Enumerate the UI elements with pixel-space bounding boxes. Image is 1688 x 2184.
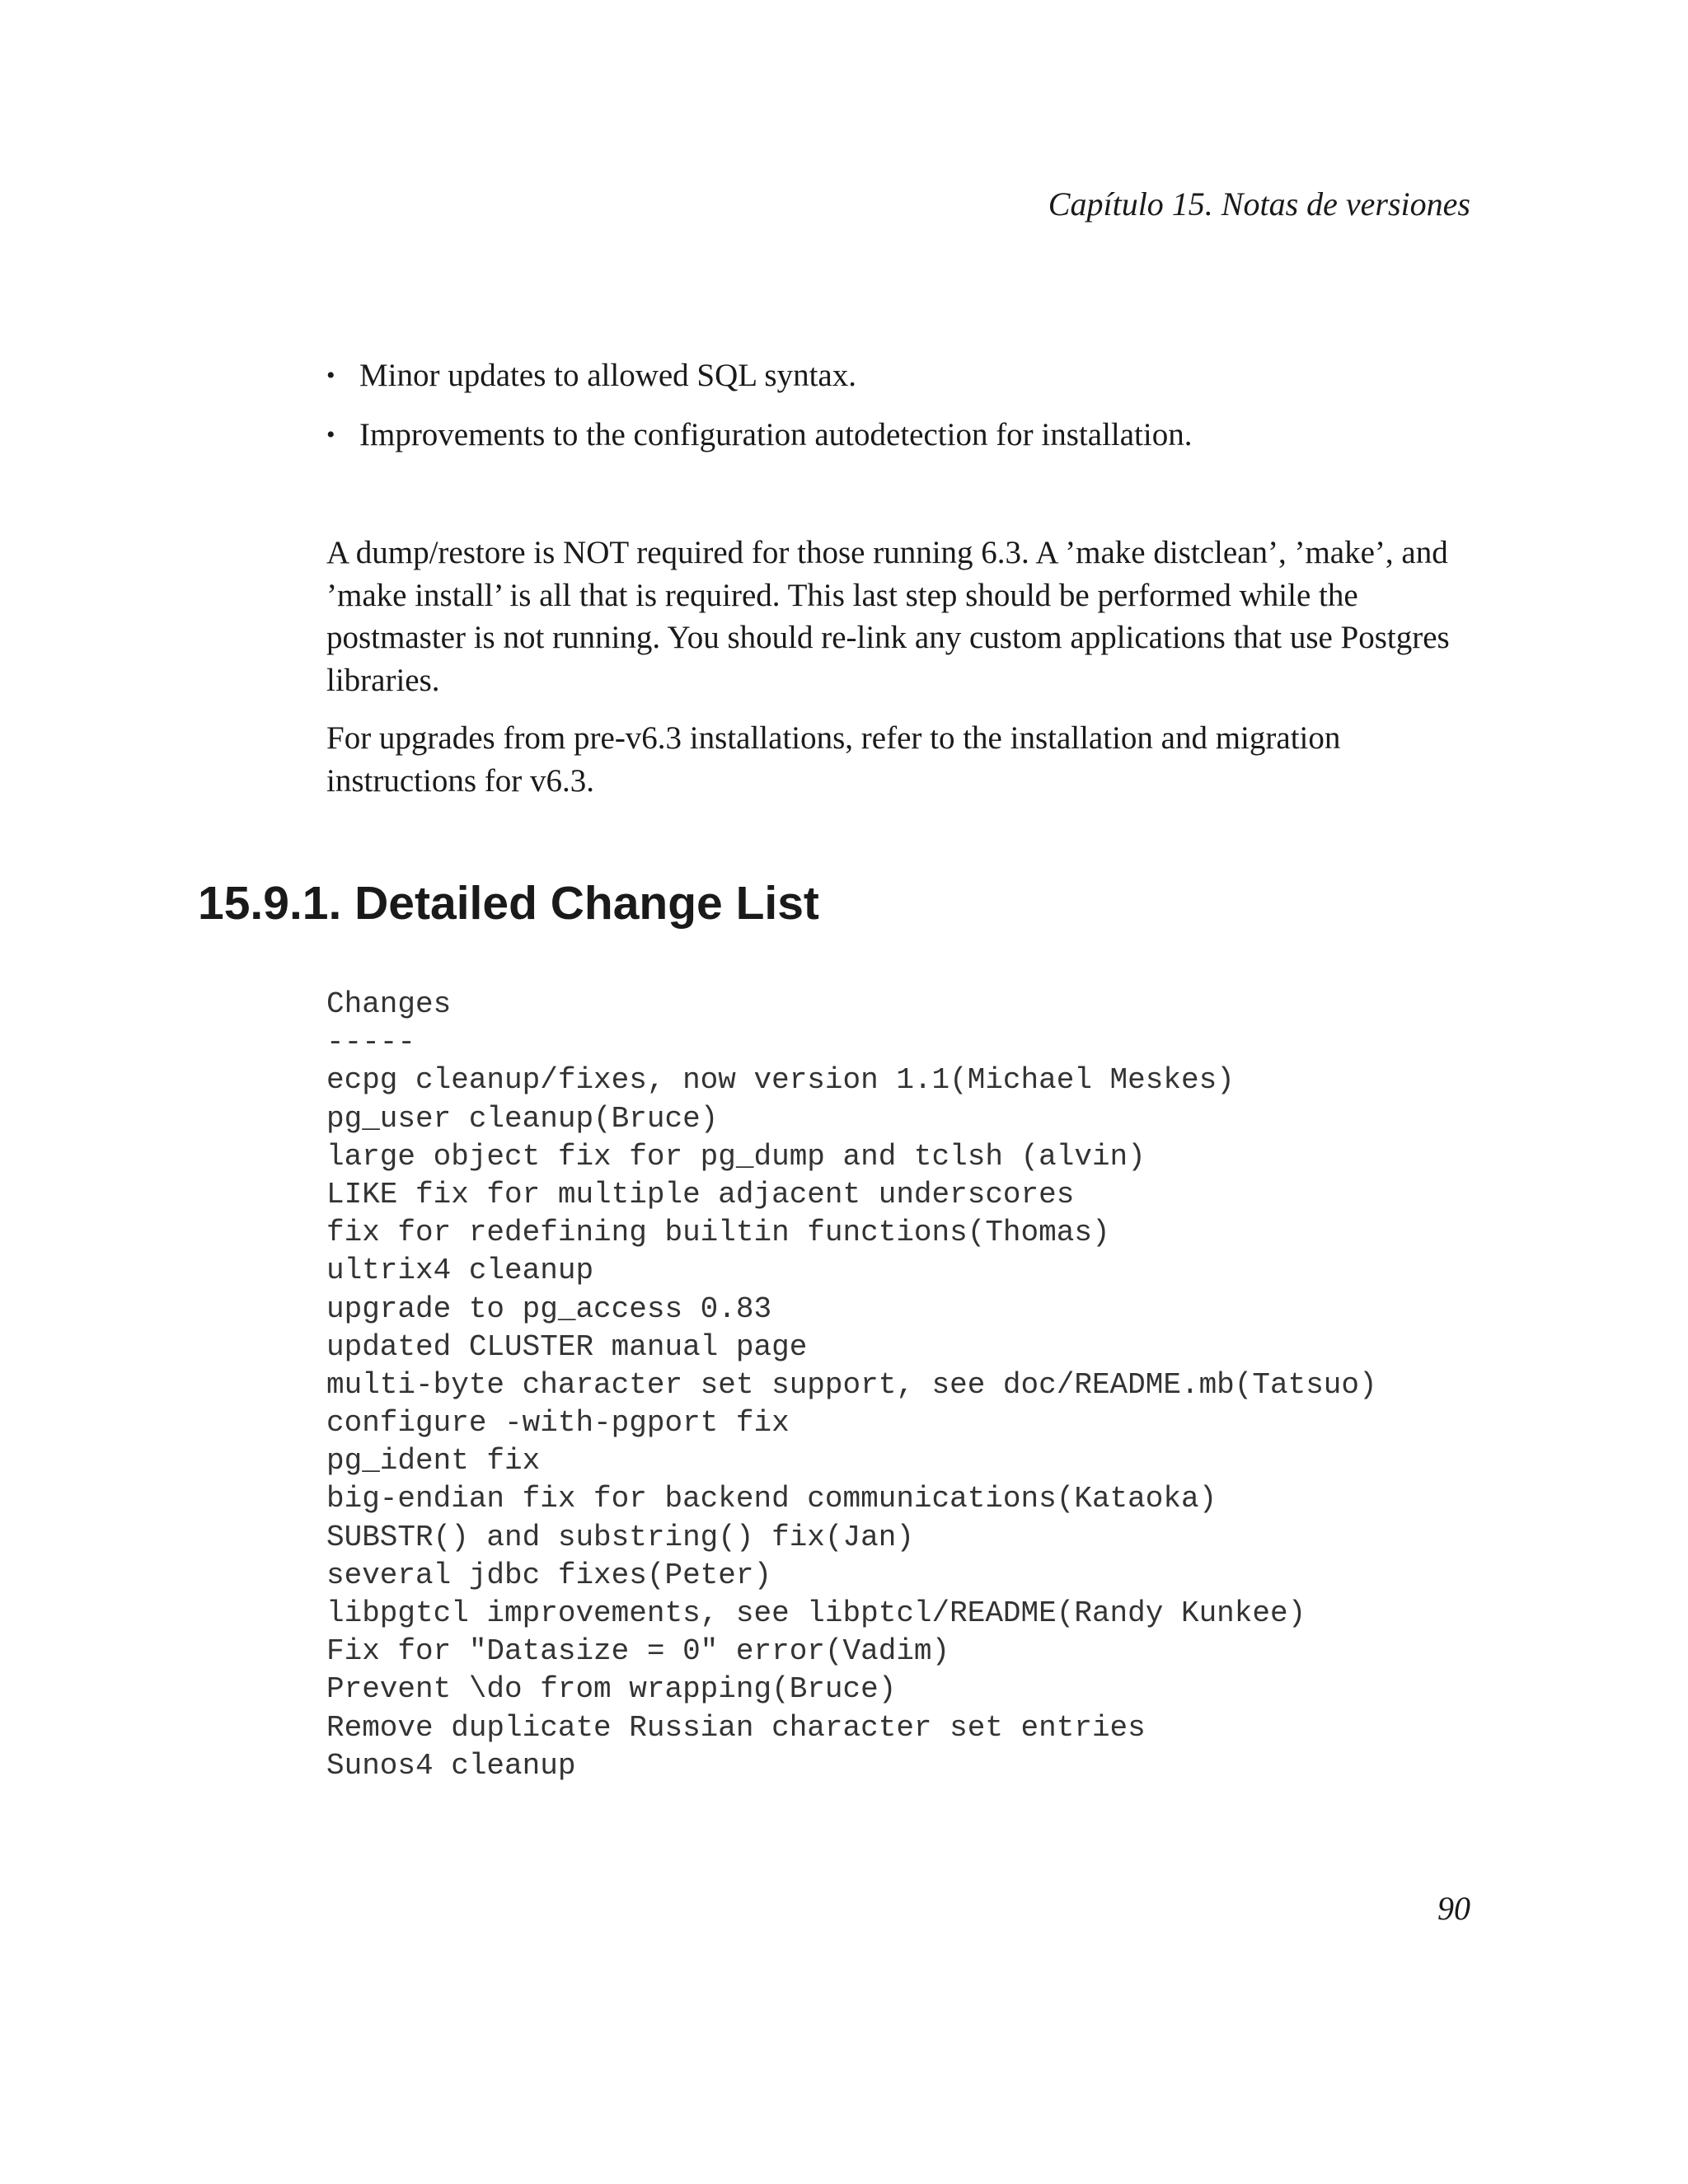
- change-line: libpgtcl improvements, see libptcl/README(Randy Kunkee): [326, 1596, 1306, 1630]
- change-line: LIKE fix for multiple adjacent underscores: [326, 1177, 1075, 1212]
- bullet-marker: •: [326, 421, 335, 448]
- list-item: [326, 354, 1472, 414]
- change-line: Changes: [326, 987, 452, 1021]
- list-item-text: Minor updates to allowed SQL syntax.: [359, 358, 856, 393]
- change-line: fix for redefining builtin functions(Thomas): [326, 1216, 1110, 1250]
- migration-note-paragraph: For upgrades from pre-v6.3 installations, refer to the installation and migration instructions for v6.3.: [326, 720, 1341, 799]
- page-number: 90: [1437, 1890, 1470, 1927]
- change-line: Fix for "Datasize = 0" error(Vadim): [326, 1634, 950, 1669]
- list-item-text: Improvements to the configuration autodetection for installation.: [359, 417, 1193, 452]
- change-line: Prevent \do from wrapping(Bruce): [326, 1672, 897, 1707]
- bullet-list: [326, 354, 1472, 473]
- change-line: big-endian fix for backend communications(Kataoka): [326, 1482, 1217, 1516]
- change-line: Remove duplicate Russian character set entries: [326, 1710, 1146, 1745]
- change-line: updated CLUSTER manual page: [326, 1329, 808, 1364]
- bullet-marker: •: [326, 362, 335, 389]
- change-line: multi-byte character set support, see doc/README.mb(Tatsuo): [326, 1367, 1377, 1402]
- change-line: -----: [326, 1025, 416, 1060]
- change-line: Sunos4 cleanup: [326, 1748, 576, 1783]
- section-heading: 15.9.1. Detailed Change List: [198, 877, 819, 930]
- change-line: SUBSTR() and substring() fix(Jan): [326, 1520, 914, 1554]
- running-header: Capítulo 15. Notas de versiones: [1048, 185, 1470, 223]
- upgrade-note-paragraph: A dump/restore is NOT required for those running 6.3. A ’make distclean’, ’make’, and ’make install’ is all that is required. This last step should be performed while the postmaster is not running. You should re-link any custom applications that use Postgres libraries.: [326, 535, 1450, 698]
- change-line: pg_user cleanup(Bruce): [326, 1101, 719, 1136]
- change-line: large object fix for pg_dump and tclsh (alvin): [326, 1139, 1146, 1174]
- change-line: ultrix4 cleanup: [326, 1254, 594, 1288]
- change-line: ecpg cleanup/fixes, now version 1.1(Michael Meskes): [326, 1063, 1235, 1098]
- change-line: configure -with-pgport fix: [326, 1406, 790, 1441]
- list-item: [326, 414, 1472, 473]
- change-line: upgrade to pg_access 0.83: [326, 1291, 772, 1326]
- change-list-block: [326, 986, 1377, 1785]
- change-line: several jdbc fixes(Peter): [326, 1558, 772, 1592]
- change-line: pg_ident fix: [326, 1444, 541, 1479]
